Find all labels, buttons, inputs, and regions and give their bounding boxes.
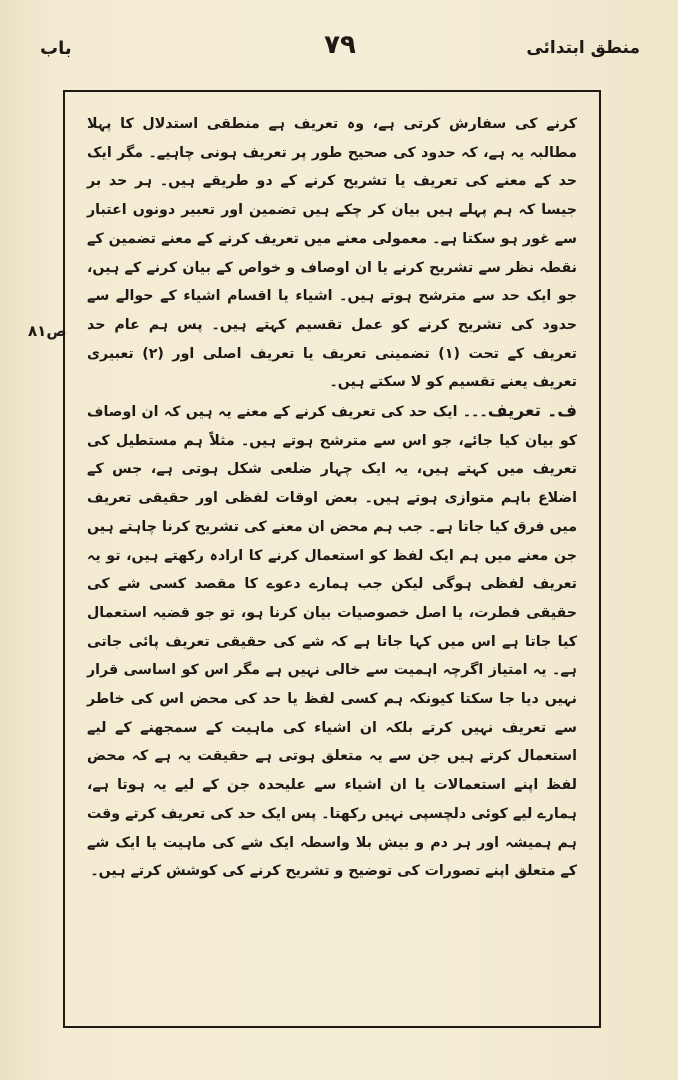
text-frame	[63, 90, 601, 1028]
definition-text: ۔۔۔ ایک حد کی تعریف کرنے کے معنے یہ ہیں کہ ان اوصاف کو بیان کیا جائے، جو اس سے مترشح ہوتے ہیں۔ مثلاً ہم مستطیل کی تعریف میں کہتے ہیں، یہ ایک چہار ضلعی شکل ہوتی ہے، جس کے اضلاع باہم متوازی ہوتے ہیں۔ بعض اوقات لفظی اور حقیقی تعریف میں فرق کیا جاتا ہے۔ جب ہم محض ان معنے کی تشریح کرنا چاہتے ہیں جن معنے میں ہم ایک لفظ کو استعمال کرنے کا ارادہ رکھتے ہیں، تو یہ تعریف لفظی ہوگی لیکن جب ہمارے دعوے کا مقصد کسی شے کی حقیقی فطرت، یا اصل خصوصیات بیان کرنا ہو، تو جو قضیہ استعمال کیا جاتا ہے اس میں کہا جاتا ہے کہ شے کی حقیقی تعریف پائی جاتی ہے۔ یہ امتیاز اگرچہ اہمیت سے خالی نہیں ہے مگر اس کو اساسی قرار نہیں دیا جا سکتا کیونکہ ہم کسی لفظ یا حد کی محض اس کی خاطر سے تعریف نہیں کرتے بلکہ ان اشیاء کی ماہیت کے سمجھنے کے لیے استعمال کرتے ہیں جن سے یہ متعلق ہوتی ہے حقیقت یہ ہے کہ محض لفظ اپنے استعمالات یا ان اشیاء سے علیحدہ جن کے لیے یہ ہوتا ہے، ہمارے لیے کوئی دلچسپی نہیں رکھتا۔ پس ایک حد کی تعریف کرتے وقت ہم ہمیشہ اور ہر دم و بیش بلا واسطہ ایک شے کی ماہیت یا ایک شے کے متعلق اپنے تصورات کی توضیح و تشریح کرنے کی کوشش کرتے ہیں۔	[87, 404, 577, 880]
book-title: منطق ابتدائی	[526, 38, 640, 58]
page-number: ۷۹	[324, 30, 356, 60]
margin-note: ص۸۱	[28, 322, 67, 340]
paragraph-definition	[87, 397, 577, 886]
definition-heading: ف۔ تعریف	[487, 401, 577, 422]
paragraph-intro: کرنے کی سفارش کرتی ہے، وہ تعریف ہے منطقی استدلال کا پہلا مطالبہ یہ ہے، کہ حدود کی صحیح طور پر تعریف ہونی چاہیے۔ مگر ایک حد کے معنے کی تعریف یا تشریح کرنے کے دو طریقے ہیں۔ ہر حد بر جیسا کہ ہم پہلے ہیں بیان کر چکے ہیں تضمین اور تعبیر دونوں اعتبار سے غور ہو سکتا ہے۔ معمولی معنے میں تعریف کرنے کے معنے تضمین کے نقطہ نظر سے تشریح کرنے یا ان اوصاف و خواص کے بیان کرنے کے ہیں، جو ایک حد سے مترشح ہوتے ہیں۔ اشیاء یا اقسام اشیاء کے حوالے سے حدود کی تشریح کرنے کو عمل تقسیم کہتے ہیں۔ پس ہم عام حد تعریف کے تحت (۱) تضمینی تعریف یا تعریف اصلی اور (۲) تعبیری تعریف یعنے تقسیم کو لا سکتے ہیں۔	[87, 116, 577, 391]
body-text	[87, 110, 577, 886]
page-header	[40, 30, 640, 74]
chapter-label: باب	[40, 38, 72, 59]
